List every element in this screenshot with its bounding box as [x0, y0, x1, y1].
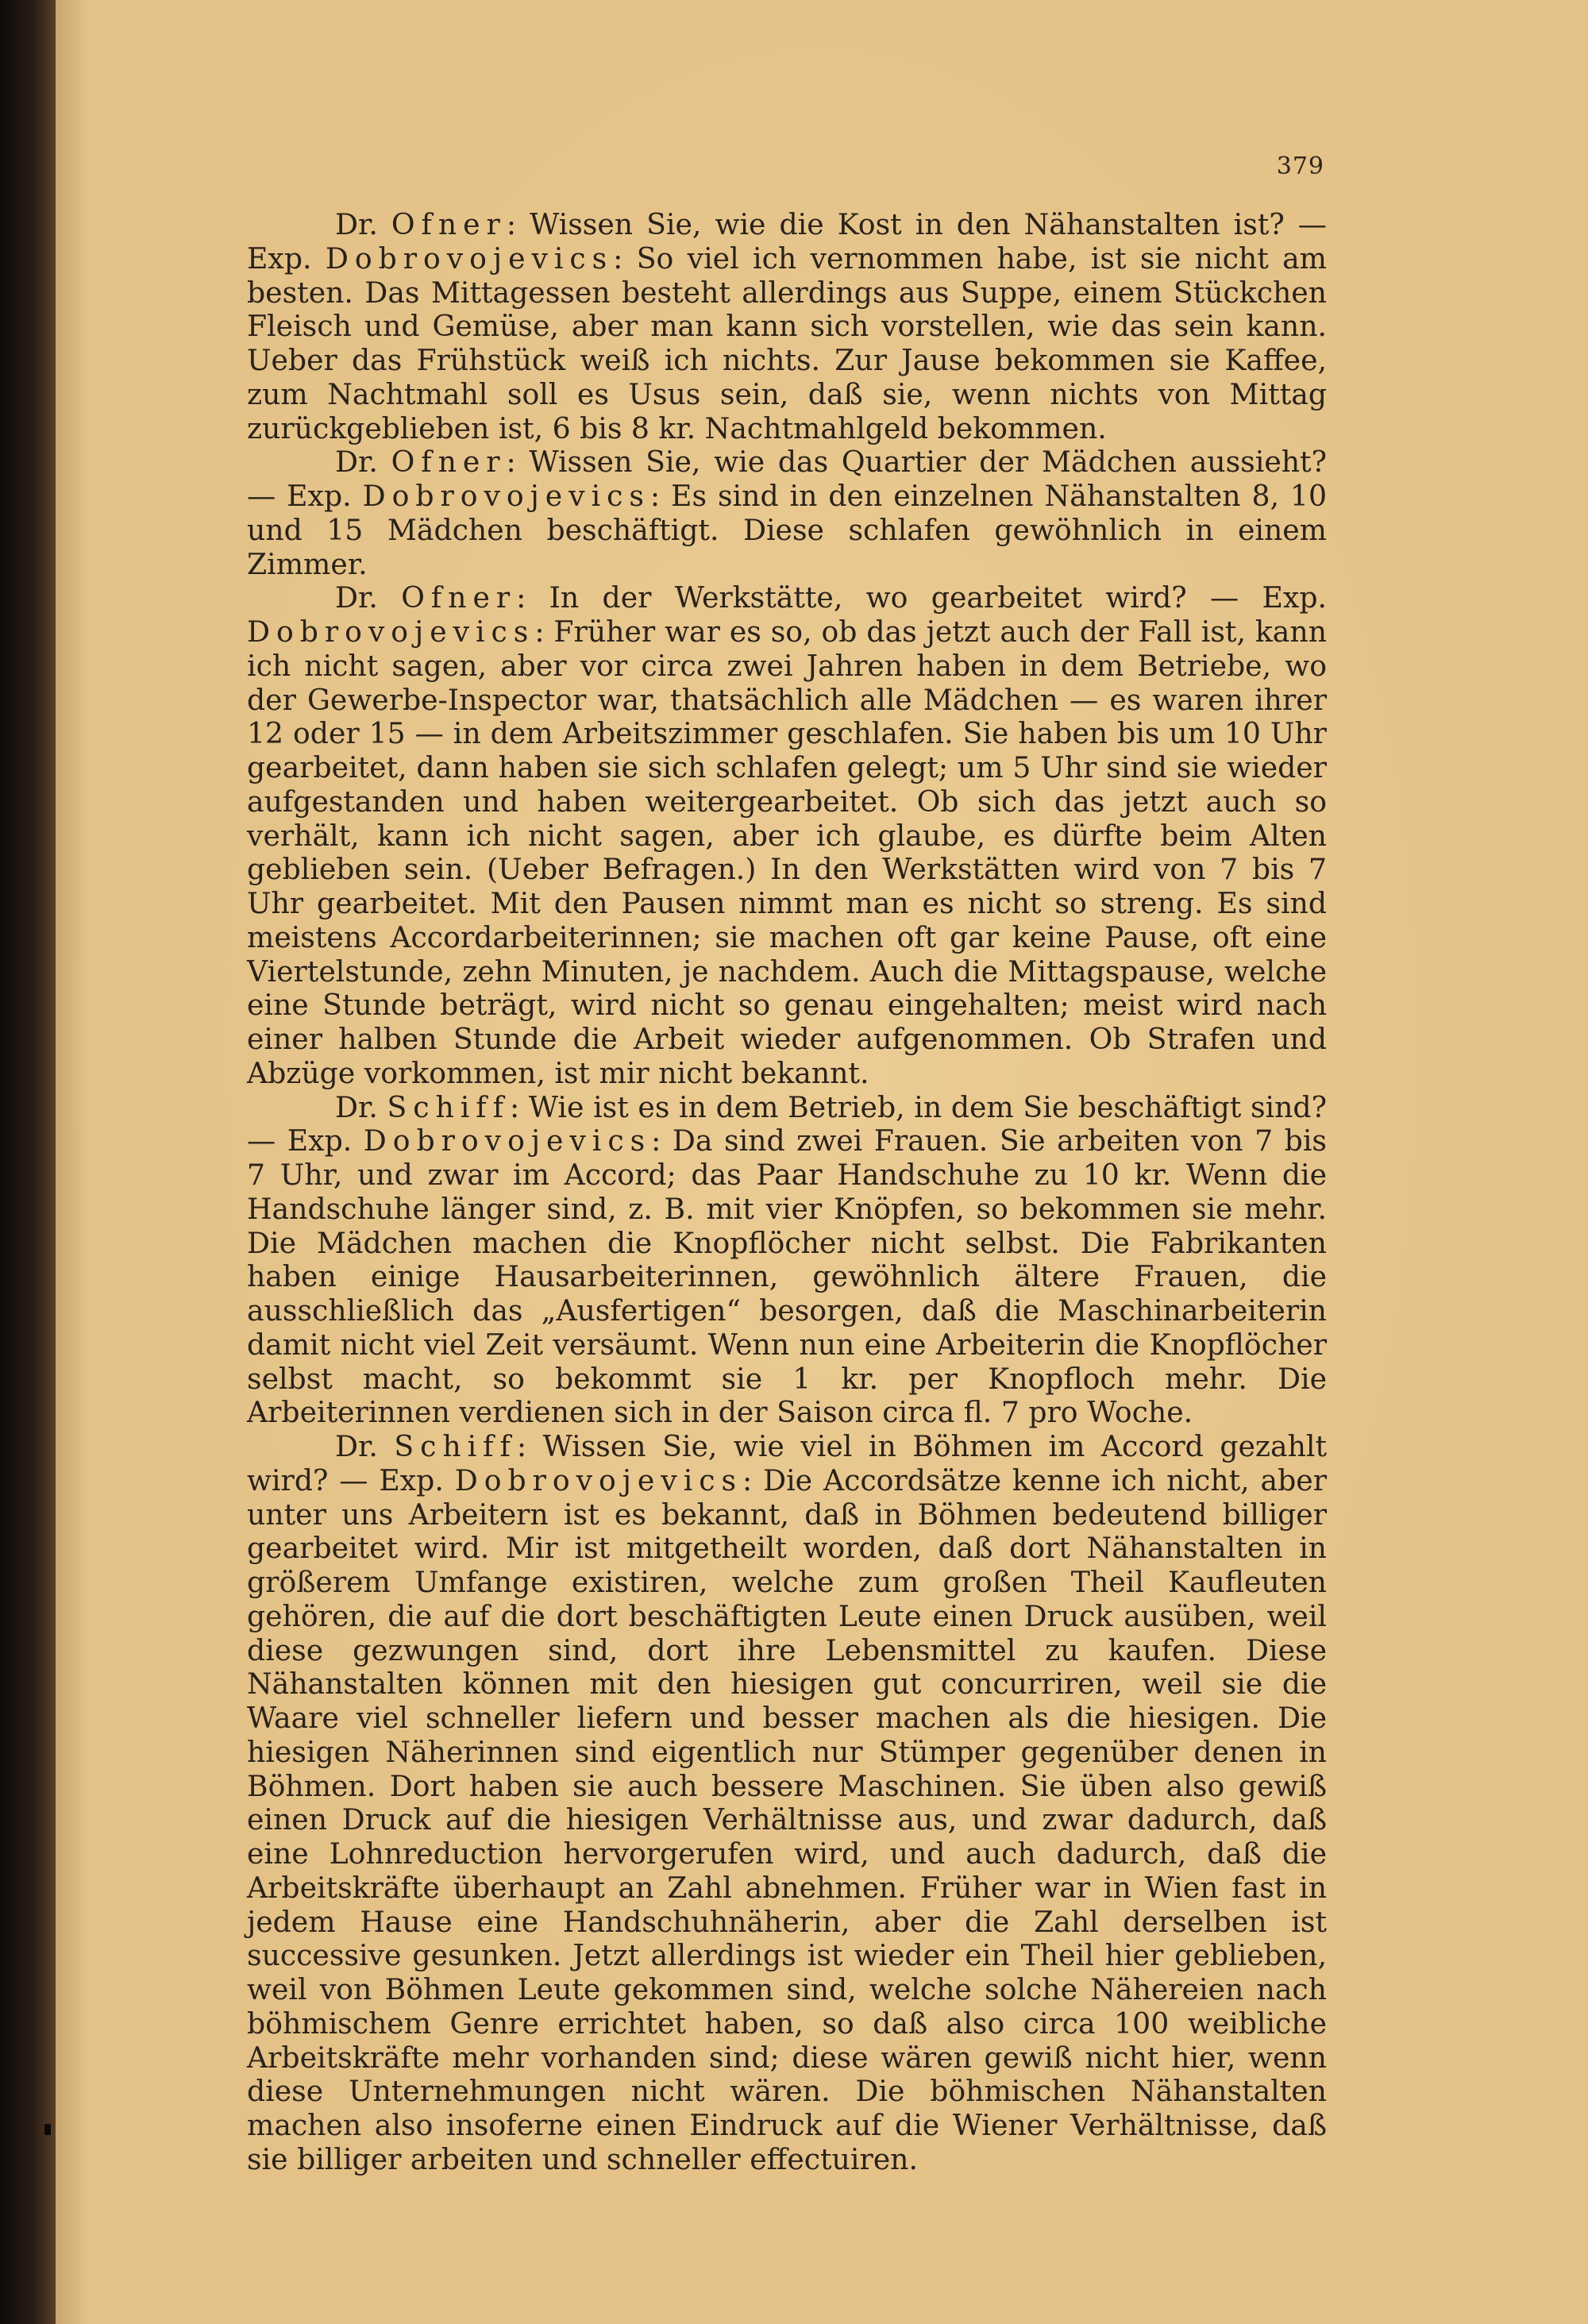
paragraph — [247, 208, 1327, 445]
binding-mark — [44, 2124, 51, 2135]
page-number: 379 — [1276, 152, 1324, 180]
question-text: : Wissen Sie, wie viel in Böhmen im Accord gezahlt wird? — — [247, 1429, 1327, 1497]
paragraph — [247, 1091, 1327, 1431]
speaker-title: Dr. — [335, 580, 402, 615]
body-text — [247, 208, 1327, 2177]
expert-title: Exp. — [1262, 580, 1328, 615]
question-text: : Wie ist es in dem Betrieb, in dem Sie beschäftigt sind? — — [247, 1089, 1327, 1158]
paragraph — [247, 445, 1327, 581]
answer-text: : So viel ich vernommen habe, ist sie nicht am besten. Das Mittagessen besteht allerdings aus Suppe, einem Stückchen Fleisch und Gemüse, aber man kann sich vorstellen, wie das sein kann. Ueber das Frühstück weiß ich nichts. Zur Jause bekommen sie Kaffee, zum Nachtmahl soll es Usus sein, daß sie, wenn nichts von Mittag zurückgeblieben ist, 6 bis 8 kr. Nachtmahlgeld bekommen. — [247, 241, 1327, 445]
expert-title: Exp. — [287, 1123, 364, 1158]
speaker-title: Dr. — [335, 1429, 395, 1463]
expert-name: Dobrovojevics — [247, 615, 535, 649]
speaker-name: Ofner — [401, 580, 517, 615]
expert-title: Exp. — [287, 479, 363, 513]
expert-title: Exp. — [379, 1463, 455, 1497]
speaker-title: Dr. — [335, 1089, 387, 1124]
speaker-title: Dr. — [335, 445, 391, 480]
answer-text: : Da sind zwei Frauen. Sie arbeiten von 7 bis 7 Uhr, und zwar im Accord; das Paar Handschuhe zu 10 kr. Wenn die Handschuhe länger sind, z. B. mit vier Knöpfen, so bekommen sie mehr. Die Mädchen machen die Knopflöcher nicht selbst. Die Fabrikanten haben einige Hausarbeiterinnen, gewöhnlich ältere Frauen, die ausschließlich das „Ausfertigen“ besorgen, daß die Maschinarbeiterin damit nicht viel Zeit versäumt. Wenn nun eine Arbeiterin die Knopflöcher selbst macht, so bekommt sie 1 kr. per Knopfloch mehr. Die Arbeiterinnen verdienen sich in der Saison circa fl. 7 pro Woche. — [247, 1123, 1327, 1430]
speaker-title: Dr. — [335, 207, 391, 241]
speaker-name: Ofner — [391, 207, 507, 241]
speaker-name: Ofner — [391, 445, 507, 480]
expert-name: Dobrovojevics — [362, 479, 650, 513]
expert-name: Dobrovojevics — [363, 1123, 652, 1158]
answer-text: : Es sind in den einzelnen Nähanstalten 8, 10 und 15 Mädchen beschäftigt. Diese schlafen gewöhnlich in einem Zimmer. — [247, 479, 1327, 581]
expert-title: Exp. — [247, 241, 326, 276]
expert-name: Dobrovojevics — [454, 1463, 743, 1497]
question-text: : In der Werkstätte, wo gearbeitet wird? — — [516, 580, 1262, 615]
paragraph — [247, 1430, 1327, 2177]
answer-text: : Die Accordsätze kenne ich nicht, aber unter uns Arbeitern ist es bekannt, daß in Böhmen bedeutend billiger gearbeitet wird. Mir ist mitgetheilt worden, daß dort Nähanstalten in größerem Umfange existiren, welche zum großen Theil Kaufleuten gehören, die auf die dort beschäftigten Leute einen Druck ausüben, weil diese gezwungen sind, dort ihre Lebensmittel zu kaufen. Diese Nähanstalten können mit den hiesigen gut concurriren, weil sie die Waare viel schneller liefern und besser machen als die hiesigen. Die hiesigen Näherinnen sind eigentlich nur Stümper gegenüber denen in Böhmen. Dort haben sie auch bessere Maschinen. Sie üben also gewiß einen Druck auf die hiesigen Verhältnisse aus, und zwar dadurch, daß eine Lohnreduction hervorgerufen wird, und auch dadurch, daß die Arbeitskräfte überhaupt an Zahl abnehmen. Früher war in Wien fast in jedem Hause eine Handschuhnäherin, aber die Zahl derselben ist successive gesunken. Jetzt allerdings ist wieder ein Theil hier geblieben, weil von Böhmen Leute gekommen sind, welche solche Nähereien nach böhmischem Genre errichtet haben, so daß also circa 100 weibliche Arbeitskräfte mehr vorhanden sind; diese wären gewiß nicht hier, wenn diese Unternehmungen nicht wären. Die böhmischen Nähanstalten machen also insoferne einen Eindruck auf die Wiener Verhältnisse, daß sie billiger arbeiten und schneller effectuiren. — [247, 1463, 1328, 2176]
speaker-name: Schiff — [394, 1429, 517, 1463]
question-text: : Wissen Sie, wie die Kost in den Nähanstalten ist? — — [506, 207, 1327, 241]
question-text: : Wissen Sie, wie das Quartier der Mädchen aussieht? — — [247, 445, 1327, 513]
expert-name: Dobrovojevics — [325, 241, 614, 276]
speaker-name: Schiff — [387, 1089, 511, 1124]
answer-text: : Früher war es so, ob das jetzt auch der Fall ist, kann ich nicht sagen, aber vor circa zwei Jahren haben in dem Betriebe, wo der Gewerbe-Inspector war, thatsächlich alle Mädchen — es waren ihrer 12 oder 15 — in dem Arbeitszimmer geschlafen. Sie haben bis um 10 Uhr gearbeitet, dann haben sie sich schlafen gelegt; um 5 Uhr sind sie wieder aufgestanden und haben weitergearbeitet. Ob sich das jetzt auch so verhält, kann ich nicht sagen, aber ich glaube, es dürfte beim Alten geblieben sein. (Ueber Befragen.) In den Werkstätten wird von 7 bis 7 Uhr gearbeitet. Mit den Pausen nimmt man es nicht so streng. Es sind meistens Accordarbeiterinnen; sie machen oft gar keine Pause, oft eine Viertelstunde, zehn Minuten, je nachdem. Auch die Mittagspause, welche eine Stunde beträgt, wird nicht so genau eingehalten; meist wird nach einer halben Stunde die Arbeit wieder aufgenommen. Ob Strafen und Abzüge vorkommen, ist mir nicht bekannt. — [247, 615, 1327, 1090]
book-spine-shadow — [0, 0, 56, 2324]
paragraph — [247, 581, 1327, 1090]
